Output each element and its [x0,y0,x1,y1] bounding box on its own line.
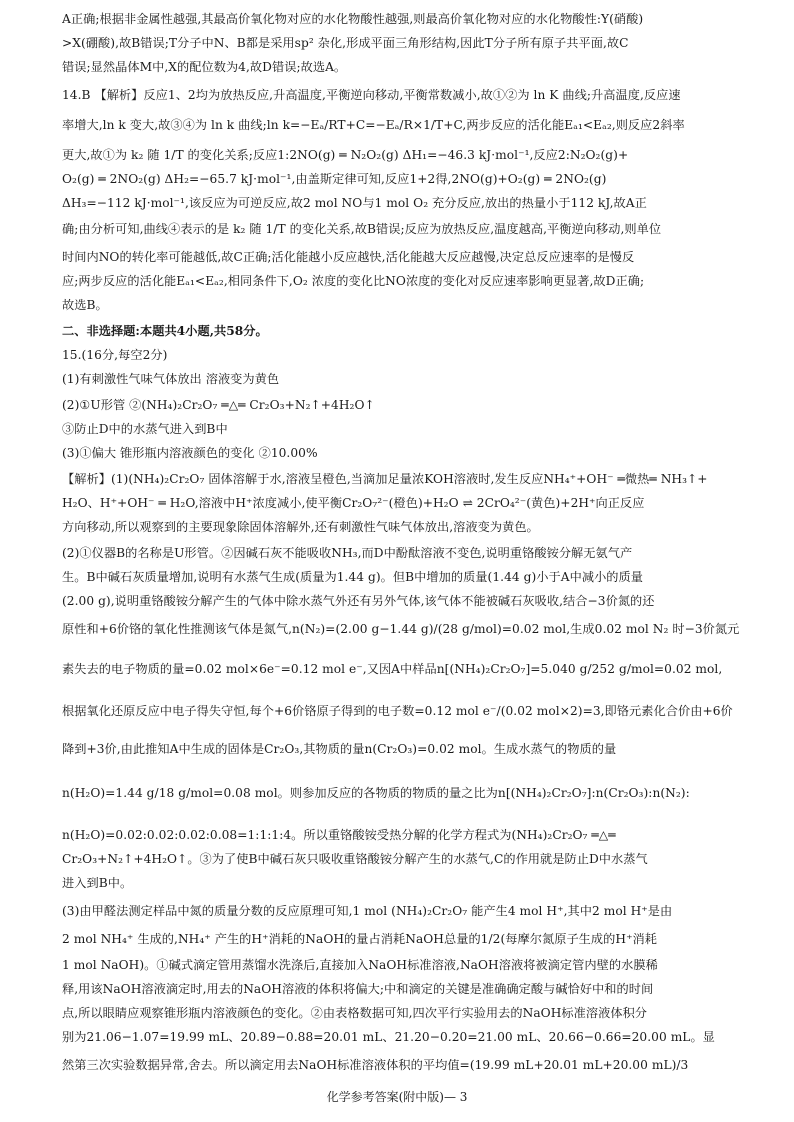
text-line: H₂O、H⁺+OH⁻ ═ H₂O,溶液中H⁺浓度减小,使平衡Cr₂O₇²⁻(橙色)+H₂O ⇌ 2CrO₄²⁻(黄色)+2H⁺向正反应 [62,496,645,510]
text-line: 故选B。 [62,298,108,312]
page-footer: 化学参考答案(附中版)— 3 [326,1090,468,1104]
text-line: ③防止D中的水蒸气进入到B中 [62,422,228,436]
text-line: ΔH₃=−112 kJ·mol⁻¹,该反应为可逆反应,故2 mol NO与1 mol O₂ 充分反应,放出的热量小于112 kJ,故A正 [62,196,647,210]
text-line: 15.(16分,每空2分) [62,348,168,362]
text-line: 进入到B中。 [62,876,133,890]
text-line: O₂(g) ═ 2NO₂(g) ΔH₂=−65.7 kJ·mol⁻¹,由盖斯定律可知,反应1+2得,2NO(g)+O₂(g) ═ 2NO₂(g) [62,172,607,186]
text-line: 释,用该NaOH溶液滴定时,用去的NaOH溶液的体积将偏大;中和滴定的关键是准确确定酸与碱恰好中和的时间 [62,982,654,996]
text-line: (1)有刺激性气味气体放出 溶液变为黄色 [62,372,280,386]
text-line: 别为21.06−1.07=19.99 mL、20.89−0.88=20.01 mL、21.20−0.20=21.00 mL、20.66−0.66=20.00 mL。显 [62,1030,715,1044]
text-line: 降到+3价,由此推知A中生成的固体是Cr₂O₃,其物质的量n(Cr₂O₃)=0.02 mol。生成水蒸气的物质的量 [62,742,617,756]
text-line: 应;两步反应的活化能Eₐ₁<Eₐ₂,相同条件下,O₂ 浓度的变化比NO浓度的变化对反应速率影响更显著,故D正确; [62,274,645,288]
text-line: (3)由甲醛法测定样品中氮的质量分数的反应原理可知,1 mol (NH₄)₂Cr₂O₇ 能产生4 mol H⁺,其中2 mol H⁺是由 [62,904,673,918]
text-line: A正确;根据非金属性越强,其最高价氧化物对应的水化物酸性越强,则最高价氧化物对应的水化物酸性:Y(硝酸) [62,12,644,26]
text-line: (3)①偏大 锥形瓶内溶液颜色的变化 ②10.00% [62,446,318,460]
text-line: 2 mol NH₄⁺ 生成的,NH₄⁺ 产生的H⁺消耗的NaOH的量占消耗NaOH总量的1/2(每摩尔氮原子生成的H⁺消耗 [62,932,658,946]
text-line: 点,所以眼睛应观察锥形瓶内溶液颜色的变化。②由表格数据可知,四次平行实验用去的NaOH标准溶液体积分 [62,1006,648,1020]
text-line: (2)①U形管 ②(NH₄)₂Cr₂O₇ ═△═ Cr₂O₃+N₂↑+4H₂O↑ [62,398,375,412]
text-line: 原性和+6价铬的氧化性推测该气体是氮气,n(N₂)=(2.00 g−1.44 g)/(28 g/mol)=0.02 mol,生成0.02 mol N₂ 时−3价氮元 [62,622,740,636]
text-line: 时间内NO的转化率可能越低,故C正确;活化能越小反应越快,活化能越大反应越慢,决定总反应速率的是慢反 [62,250,635,264]
text-line: Cr₂O₃+N₂↑+4H₂O↑。③为了使B中碱石灰只吸收重铬酸铵分解产生的水蒸气,C的作用就是防止D中水蒸气 [62,852,648,866]
text-line: >X(硼酸),故B错误;T分子中N、B都是采用sp² 杂化,形成平面三角形结构,因此T分子所有原子共平面,故C [62,36,629,50]
text-line: 【解析】(1)(NH₄)₂Cr₂O₇ 固体溶解于水,溶液呈橙色,当滴加足量浓KOH溶液时,发生反应NH₄⁺+OH⁻ ═微热═ NH₃↑+ [62,472,708,486]
text-line: 率增大,ln k 变大,故③④为 ln k 曲线;ln k=−Eₐ/RT+C=−Eₐ/R×1/T+C,两步反应的活化能Eₐ₁<Eₐ₂,则反应2斜率 [62,118,685,132]
text-line: 然第三次实验数据异常,舍去。所以滴定用去NaOH标准溶液体积的平均值=(19.99 mL+20.01 mL+20.00 mL)/3 [62,1058,689,1072]
text-line: n(H₂O)=1.44 g/18 g/mol=0.08 mol。则参加反应的各物质的物质的量之比为n[(NH₄)₂Cr₂O₇]:n(Cr₂O₃):n(N₂): [62,786,690,800]
text-line: 错误;显然晶体M中,X的配位数为4,故D错误;故选A。 [62,60,347,74]
text-line: 确;由分析可知,曲线④表示的是 k₂ 随 1/T 的变化关系,故B错误;反应为放热反应,温度越高,平衡逆向移动,则单位 [62,222,662,236]
text-line: 根据氧化还原反应中电子得失守恒,每个+6价铬原子得到的电子数=0.12 mol e⁻/(0.02 mol×2)=3,即铬元素化合价由+6价 [62,704,733,718]
text-line: 更大,故①为 k₂ 随 1/T 的变化关系;反应1:2NO(g) ═ N₂O₂(g) ΔH₁=−46.3 kJ·mol⁻¹,反应2:N₂O₂(g)+ [62,148,629,162]
text-line: 14.B 【解析】反应1、2均为放热反应,升高温度,平衡逆向移动,平衡常数减小,故①②为 ln K 曲线;升高温度,反应速 [62,88,681,102]
text-line: 生。B中碱石灰质量增加,说明有水蒸气生成(质量为1.44 g)。但B中增加的质量(1.44 g)小于A中减小的质量 [62,570,644,584]
text-line: (2)①仪器B的名称是U形管。②因碱石灰不能吸收NH₃,而D中酚酞溶液不变色,说明重铬酸铵分解无氨气产 [62,546,633,560]
text-line: (2.00 g),说明重铬酸铵分解产生的气体中除水蒸气外还有另外气体,该气体不能被碱石灰吸收,结合−3价氮的还 [62,594,655,608]
text-line: n(H₂O)=0.02:0.02:0.02:0.08=1:1:1:4。所以重铬酸铵受热分解的化学方程式为(NH₄)₂Cr₂O₇ ═△═ [62,828,616,842]
text-line: 1 mol NaOH)。①碱式滴定管用蒸馏水洗涤后,直接加入NaOH标准溶液,NaOH溶液将被滴定管内壁的水膜稀 [62,958,658,972]
text-line: 二、非选择题:本题共4小题,共58分。 [62,324,268,338]
text-line: 素失去的电子物质的量=0.02 mol×6e⁻=0.12 mol e⁻,又因A中样品n[(NH₄)₂Cr₂O₇]=5.040 g/252 g/mol=0.02 mol, [62,662,723,676]
text-line: 方向移动,所以观察到的主要现象除固体溶解外,还有刺激性气味气体放出,溶液变为黄色。 [62,520,539,534]
